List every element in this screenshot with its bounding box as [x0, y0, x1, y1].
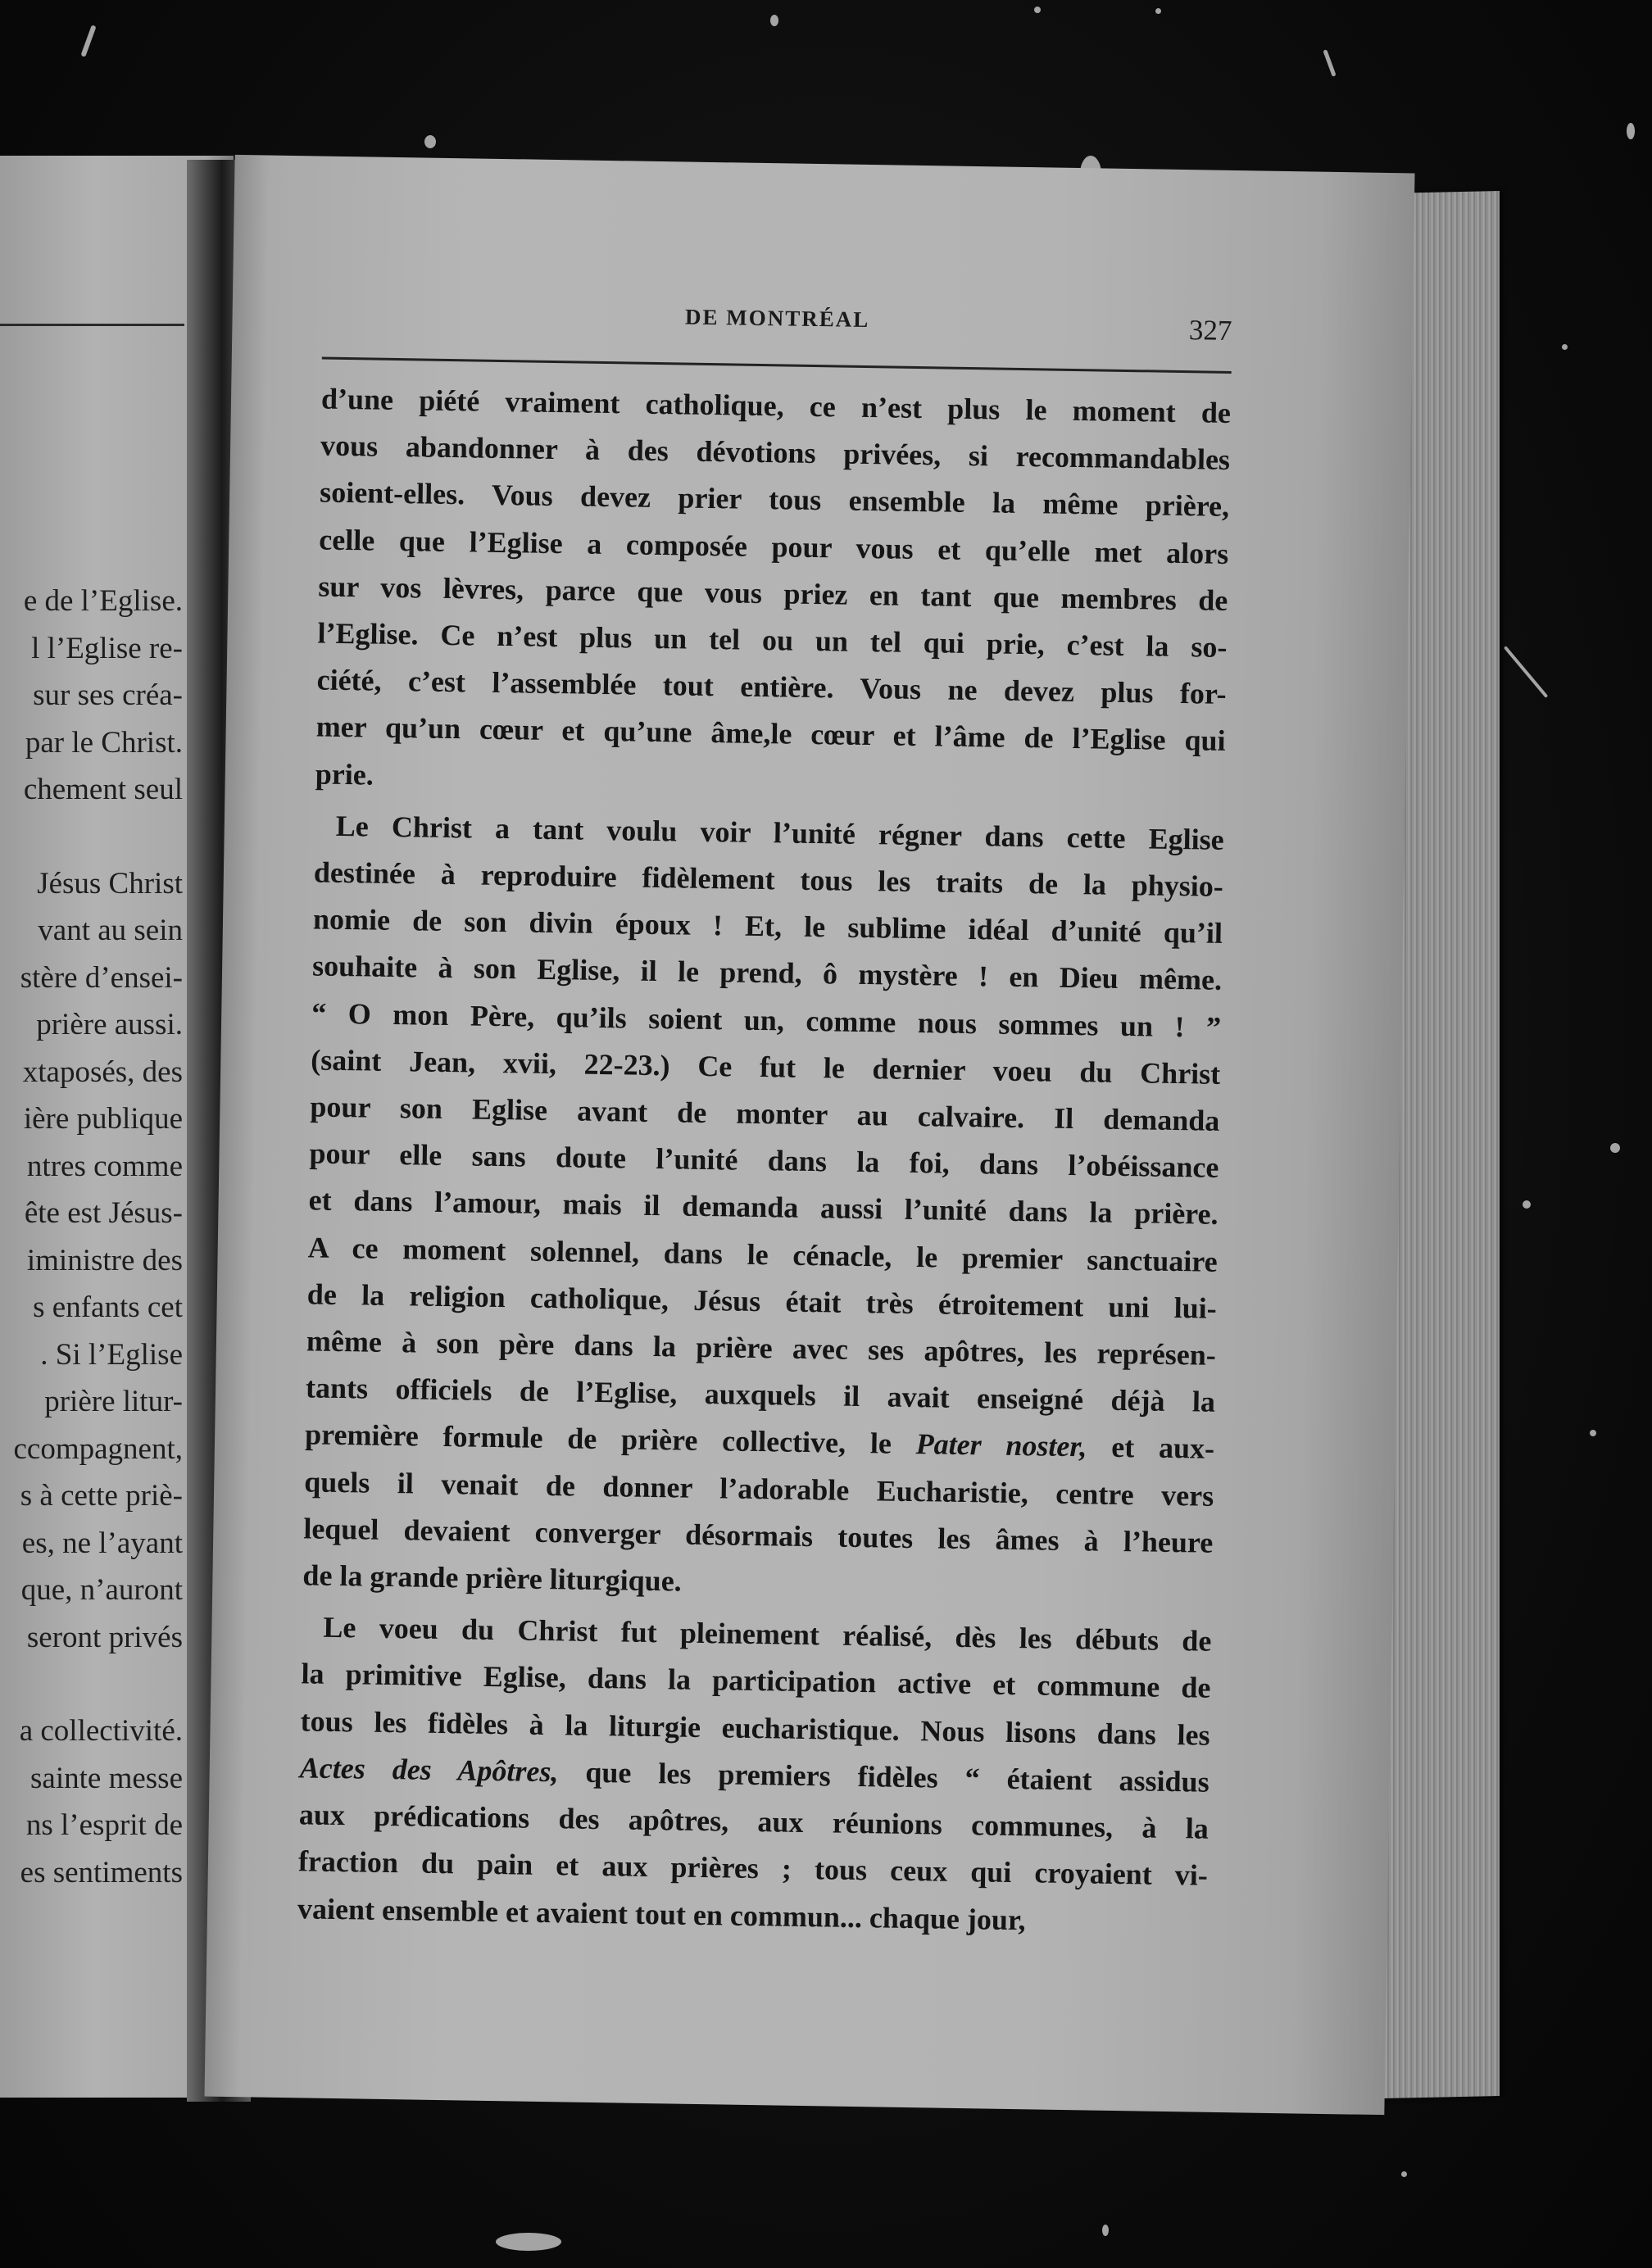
left-line: es sentiments: [20, 1855, 183, 1889]
left-line: a collectivité.: [19, 1714, 183, 1748]
text-line: “ O mon Père, qu’ils soient un, comme nous sommes un ! ”: [311, 996, 1222, 1044]
text-line: fraction du pain et aux prières ; tous ceux qui croyaient vi-: [297, 1844, 1209, 1893]
text-line: A ce moment solennel, dans le cénacle, le premier sanctuaire: [307, 1231, 1218, 1278]
left-line: s à cette priè-: [20, 1479, 183, 1513]
text-line: soient-elles. Vous devez prier tous ensemble la même prière,: [319, 475, 1230, 524]
left-line: xtaposés, des: [22, 1055, 183, 1089]
text-segment: et aux-: [1087, 1430, 1215, 1466]
left-page-text: [0, 578, 183, 1896]
text-segment: première formule de prière collective, le: [304, 1418, 916, 1461]
text-line: Le Christ a tant voulu voir l’unité régner dans cette Eglise: [335, 809, 1225, 856]
text-line: tous les fidèles à la liturgie eucharistique. Nous lisons dans les: [300, 1704, 1210, 1752]
left-line: seront privés: [26, 1620, 183, 1654]
left-line: prière aussi.: [36, 1008, 183, 1041]
left-line: es, ne l’ayant: [21, 1526, 183, 1560]
text-line: mer qu’un cœur et qu’une âme,le cœur et l’âme de l’Eglise qui: [315, 710, 1226, 758]
left-line: s enfants cet: [33, 1290, 183, 1324]
running-head: [322, 288, 1232, 359]
left-line: que, n’auront: [20, 1573, 183, 1607]
right-page: [204, 155, 1414, 2115]
italic-title: Actes des Apôtres,: [299, 1751, 559, 1789]
text-line: l’Eglise. Ce n’est plus un tel ou un tel qui prie, c’est la so-: [317, 616, 1228, 664]
left-line: sainte messe: [30, 1761, 183, 1795]
text-line: pour elle sans doute l’unité dans la foi, dans l’obéissance: [309, 1136, 1219, 1185]
text-line: quels il venait de donner l’adorable Eucharistie, centre vers: [303, 1465, 1214, 1513]
left-line: ccompagnent,: [13, 1431, 183, 1466]
text-line: celle que l’Eglise a composée pour vous et qu’elle met alors: [319, 523, 1229, 570]
left-line: chement seul: [23, 773, 183, 806]
left-line: prière litur-: [44, 1385, 183, 1418]
text-line: lequel devaient converger désormais toutes les âmes à l’heure: [303, 1512, 1214, 1559]
left-line: iministre des: [26, 1243, 183, 1277]
text-line: vaient ensemble et avaient tout en commun... chaque jour,: [297, 1891, 1026, 1936]
left-line: vant au sein: [38, 914, 183, 947]
text-line: même à son père dans la prière avec ses apôtres, les représen-: [306, 1324, 1217, 1372]
text-line: nomie de son divin époux ! Et, le sublime idéal d’unité qu’il: [312, 902, 1223, 950]
left-line: Jésus Christ: [37, 866, 183, 900]
text-line: vous abandonner à des dévotions privées, si recommandables: [320, 429, 1231, 477]
text-line: sur vos lèvres, parce que vous priez en tant que membres de: [318, 569, 1228, 617]
text-line: ciété, c’est l’assemblée tout entière. Vous ne devez plus for-: [316, 663, 1227, 711]
left-line: ns l’esprit de: [25, 1808, 183, 1842]
left-line: sur ses créa-: [33, 678, 183, 712]
text-line: (saint Jean, xvii, 22-23.) Ce fut le dernier voeu du Christ: [311, 1043, 1221, 1091]
text-line: tants officiels de l’Eglise, auxquels il avait enseigné déjà la: [305, 1371, 1216, 1419]
text-line: de la grande prière liturgique.: [302, 1558, 683, 1598]
left-line: par le Christ.: [25, 725, 183, 760]
header-rule: [322, 357, 1232, 374]
text-line: souhaite à son Eglise, il le prend, ô mystère ! en Dieu même.: [311, 949, 1223, 997]
page-number: 327: [1188, 314, 1232, 347]
text-line: Le voeu du Christ fut pleinement réalisé, dès les débuts de: [323, 1611, 1212, 1658]
text-line: prie.: [315, 757, 374, 792]
text-segment: que les premiers fidèles “ étaient assidus: [558, 1755, 1210, 1799]
left-paragraph-gap: [0, 1661, 183, 1708]
text-line: pour son Eglise avant de monter au calvaire. Il demanda: [310, 1090, 1220, 1137]
text-line: et dans l’amour, mais il demanda aussi l’unité dans la prière.: [308, 1183, 1219, 1232]
left-line: . Si l’Eglise: [40, 1337, 183, 1372]
text-line: destinée à reproduire fidèlement tous les traits de la physio-: [313, 855, 1224, 903]
italic-title: Pater noster,: [915, 1427, 1087, 1463]
left-line: ière publique: [23, 1102, 183, 1136]
left-line: stère d’ensei-: [20, 960, 183, 995]
left-line: ête est Jésus-: [24, 1196, 183, 1230]
text-line: la primitive Eglise, dans la participation active et commune de: [301, 1657, 1211, 1705]
running-head-title: DE MONTRÉAL: [684, 304, 870, 333]
text-line: d’une piété vraiment catholique, ce n’est plus le moment de: [320, 382, 1232, 429]
left-line: e de l’Eglise.: [23, 584, 183, 618]
text-line: de la religion catholique, Jésus était très étroitement uni lui-: [306, 1277, 1218, 1325]
left-page-rule: [0, 324, 184, 326]
left-line: ntres comme: [26, 1149, 183, 1183]
left-paragraph-gap: [0, 814, 183, 860]
left-line: l l’Eglise re-: [31, 631, 183, 665]
text-line: aux prédications des apôtres, aux réunions communes, à la: [298, 1798, 1210, 1845]
page-body-text: [297, 376, 1232, 1947]
